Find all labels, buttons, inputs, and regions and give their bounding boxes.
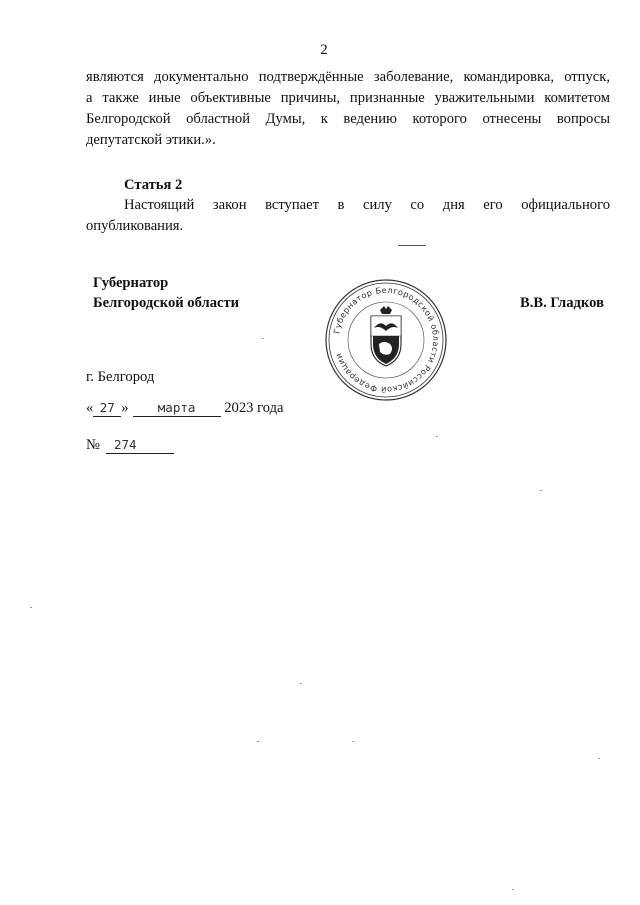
paragraph-line: депутатской этики.». bbox=[86, 132, 216, 148]
scan-speck bbox=[262, 338, 264, 339]
scan-speck bbox=[352, 741, 354, 742]
paragraph-continuation bbox=[86, 67, 610, 151]
article-line: Настоящий закон вступает в силу со дня его официального bbox=[124, 197, 610, 213]
separator-line bbox=[398, 245, 426, 246]
paragraph-line: а также иные объективные причины, признанные уважительными комитетом bbox=[86, 90, 610, 106]
date-year: 2023 года bbox=[224, 400, 284, 416]
coat-of-arms-icon bbox=[371, 306, 401, 366]
signing-date bbox=[86, 398, 284, 418]
scan-speck bbox=[257, 741, 259, 742]
scan-speck bbox=[436, 436, 438, 437]
scan-speck bbox=[512, 889, 514, 890]
article-text bbox=[86, 195, 610, 237]
article-line: опубликования. bbox=[86, 218, 184, 234]
official-seal bbox=[324, 278, 448, 402]
number-sign: № bbox=[86, 437, 100, 453]
scan-speck bbox=[30, 607, 32, 608]
scan-speck bbox=[540, 490, 542, 491]
paragraph-line: Белгородской областной Думы, к ведению которого отнесены вопросы bbox=[86, 111, 610, 127]
page-number: 2 bbox=[320, 42, 328, 58]
law-number bbox=[86, 435, 174, 455]
seal-text: Губернатор Белгородской области Российской Федерации bbox=[331, 284, 442, 396]
article-title: Статья 2 bbox=[124, 177, 183, 193]
scan-speck bbox=[598, 758, 600, 759]
date-close-quote: » bbox=[121, 400, 129, 416]
paragraph-line: являются документально подтверждённые заболевание, командировка, отпуск, bbox=[86, 69, 610, 85]
signer-position-title: Губернатор bbox=[93, 275, 169, 291]
number-value: 274 bbox=[106, 437, 174, 454]
signer-name: В.В. Гладков bbox=[520, 295, 604, 311]
place-of-signing: г. Белгород bbox=[86, 369, 155, 385]
signer-position-region: Белгородской области bbox=[93, 295, 240, 311]
date-month: марта bbox=[133, 400, 221, 417]
date-day: 27 bbox=[93, 400, 121, 417]
scan-speck bbox=[300, 683, 302, 684]
date-open-quote: « bbox=[86, 400, 94, 416]
